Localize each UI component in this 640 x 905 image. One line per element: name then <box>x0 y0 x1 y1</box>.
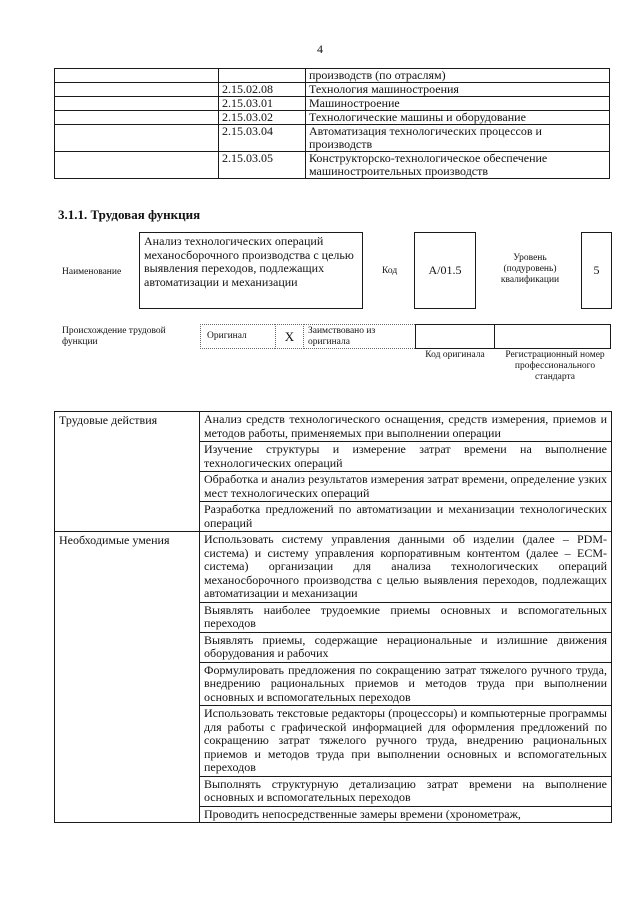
original-label: Оригинал <box>200 324 275 349</box>
origin-row <box>200 324 611 349</box>
okso-code <box>219 69 306 83</box>
okso-code: 2.15.02.08 <box>219 83 306 97</box>
reg-number-caption: Регистрационный номер профессионального стандарта <box>505 350 605 382</box>
borrowed-label: Заимствовано из оригинала <box>304 324 415 349</box>
list-item: Проводить непосредственные замеры времени (хронометраж, <box>200 806 612 823</box>
list-item: Изучение структуры и измерение затрат времени на выполнение технологических операций <box>200 442 612 472</box>
level-value-box: 5 <box>581 232 612 309</box>
list-item: Обработка и анализ результатов измерения затрат времени, определение узких мест технологических операций <box>200 472 612 502</box>
section-label: Трудовые действия <box>55 412 200 532</box>
list-item: Выявлять приемы, содержащие нерациональные и излишние движения оборудования и рабочих <box>200 632 612 662</box>
list-item: Использовать текстовые редакторы (процессоры) и компьютерные программы для работы с графической информацией для оформления предложений по сокращению затрат тяжелого ручного труда, внедрению рациональных приемов и методов труда при выполнении основных и вспомогательных переходов <box>200 706 612 777</box>
okso-name: Конструкторско-технологическое обеспечение машиностроительных производств <box>306 152 610 179</box>
original-mark: X <box>275 324 304 349</box>
okso-name: Технология машиностроения <box>306 83 610 97</box>
okso-code: 2.15.03.05 <box>219 152 306 179</box>
list-item: Выявлять наиболее трудоемкие приемы основных и вспомогательных переходов <box>200 602 612 632</box>
list-item: Выполнять структурную детализацию затрат времени на выполнение основных и вспомогательных переходов <box>200 776 612 806</box>
name-label: Наименование <box>62 267 122 277</box>
okso-table <box>54 68 610 179</box>
okso-name: Машиностроение <box>306 97 610 111</box>
table-row <box>55 125 610 152</box>
list-item: Анализ средств технологического оснащения, средств измерения, приемов и методов работы, применяемых при выполнении операции <box>200 412 612 442</box>
code-label: Код <box>382 266 398 276</box>
reg-number-field <box>494 324 611 349</box>
table-row <box>55 152 610 179</box>
origin-label: Происхождение трудовой функции <box>62 326 166 347</box>
list-item: Формулировать предложения по сокращению затрат тяжелого ручного труда, внедрению рациональных приемов и методов труда при выполнении основных и вспомогательных переходов <box>200 662 612 706</box>
section-heading: 3.1.1. Трудовая функция <box>58 207 201 222</box>
page-number: 4 <box>317 42 323 56</box>
okso-code: 2.15.03.04 <box>219 125 306 152</box>
code-original-field <box>415 324 494 349</box>
okso-code: 2.15.03.02 <box>219 111 306 125</box>
list-item: Использовать систему управления данными об изделии (далее – PDM-система) и систему управления корпоративным контентом (далее – ECM-система) организации для анализа технологических операций механосборочного производства с целью выявления переходов, подлежащих автоматизации и механизации <box>200 532 612 603</box>
okso-name: производств (по отраслям) <box>306 69 610 83</box>
code-original-caption: Код оригинала <box>425 350 485 360</box>
level-label: Уровень (подуровень) квалификации <box>500 253 560 285</box>
table-row <box>55 83 610 97</box>
function-details-table <box>54 411 612 823</box>
table-row <box>55 532 612 603</box>
table-row <box>55 69 610 83</box>
okso-code: 2.15.03.01 <box>219 97 306 111</box>
function-name-box: Анализ технологических операций механосборочного производства с целью выявления переходов, подлежащих автоматизации и механизации <box>139 232 363 309</box>
okso-name: Автоматизация технологических процессов и производств <box>306 125 610 152</box>
function-code-box: A/01.5 <box>414 232 476 309</box>
section-label: Необходимые умения <box>55 532 200 823</box>
table-row <box>55 97 610 111</box>
okso-name: Технологические машины и оборудование <box>306 111 610 125</box>
list-item: Разработка предложений по автоматизации и механизации технологических операций <box>200 502 612 532</box>
table-row <box>55 412 612 442</box>
table-row <box>55 111 610 125</box>
